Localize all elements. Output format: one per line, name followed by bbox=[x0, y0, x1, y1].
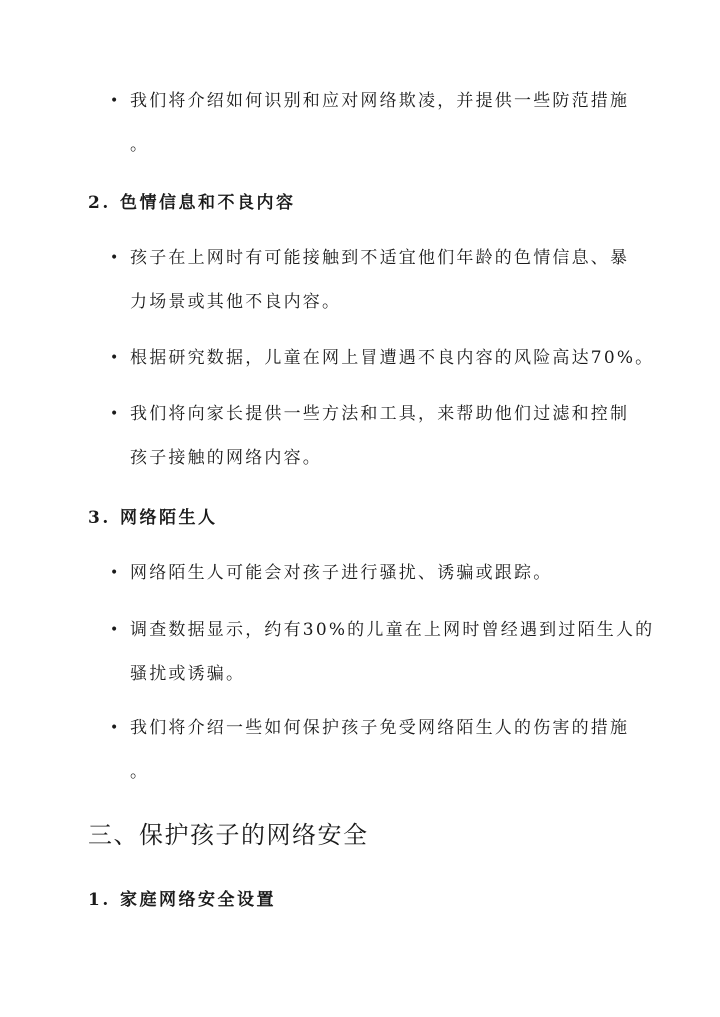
bullet-dot: • bbox=[110, 622, 121, 638]
bullet-dot: • bbox=[110, 720, 121, 736]
bullet-text-line: 孩子接触的网络内容。 bbox=[130, 448, 322, 468]
bullet-text-line: 我们将介绍一些如何保护孩子免受网络陌生人的伤害的措施 bbox=[130, 718, 630, 738]
heading-number: 3. bbox=[88, 508, 111, 528]
bullet-text-line: 。 bbox=[130, 135, 150, 155]
bullet-text-line: 。 bbox=[130, 762, 150, 782]
heading-number: 2. bbox=[88, 193, 111, 213]
subsection-heading bbox=[88, 885, 276, 910]
heading-text: 色情信息和不良内容 bbox=[120, 193, 296, 213]
bullet-text-line: 我们将向家长提供一些方法和工具，来帮助他们过滤和控制 bbox=[130, 404, 630, 424]
bullet-dot: • bbox=[110, 93, 121, 109]
bullet-text-line: 调查数据显示，约有30%的儿童在上网时曾经遇到过陌生人的 bbox=[130, 620, 655, 640]
bullet-text-line: 力场景或其他不良内容。 bbox=[130, 292, 342, 312]
heading-number: 1. bbox=[88, 890, 111, 910]
heading-text: 家庭网络安全设置 bbox=[120, 890, 276, 910]
bullet-text-line: 根据研究数据，儿童在网上冒遭遇不良内容的风险高达70%。 bbox=[130, 348, 655, 368]
subsection-heading bbox=[88, 503, 218, 528]
bullet-dot: • bbox=[110, 565, 121, 581]
bullet-dot: • bbox=[110, 250, 121, 266]
section-title: 三、保护孩子的网络安全 bbox=[88, 821, 369, 849]
bullet-text-line: 我们将介绍如何识别和应对网络欺凌，并提供一些防范措施 bbox=[130, 91, 630, 111]
bullet-dot: • bbox=[110, 406, 121, 422]
bullet-dot: • bbox=[110, 350, 121, 366]
bullet-text-line: 网络陌生人可能会对孩子进行骚扰、诱骗或跟踪。 bbox=[130, 563, 553, 583]
subsection-heading bbox=[88, 188, 296, 213]
bullet-text-line: 骚扰或诱骗。 bbox=[130, 664, 246, 684]
heading-text: 网络陌生人 bbox=[120, 508, 218, 528]
bullet-text-line: 孩子在上网时有可能接触到不适宜他们年龄的色情信息、暴 bbox=[130, 248, 630, 268]
